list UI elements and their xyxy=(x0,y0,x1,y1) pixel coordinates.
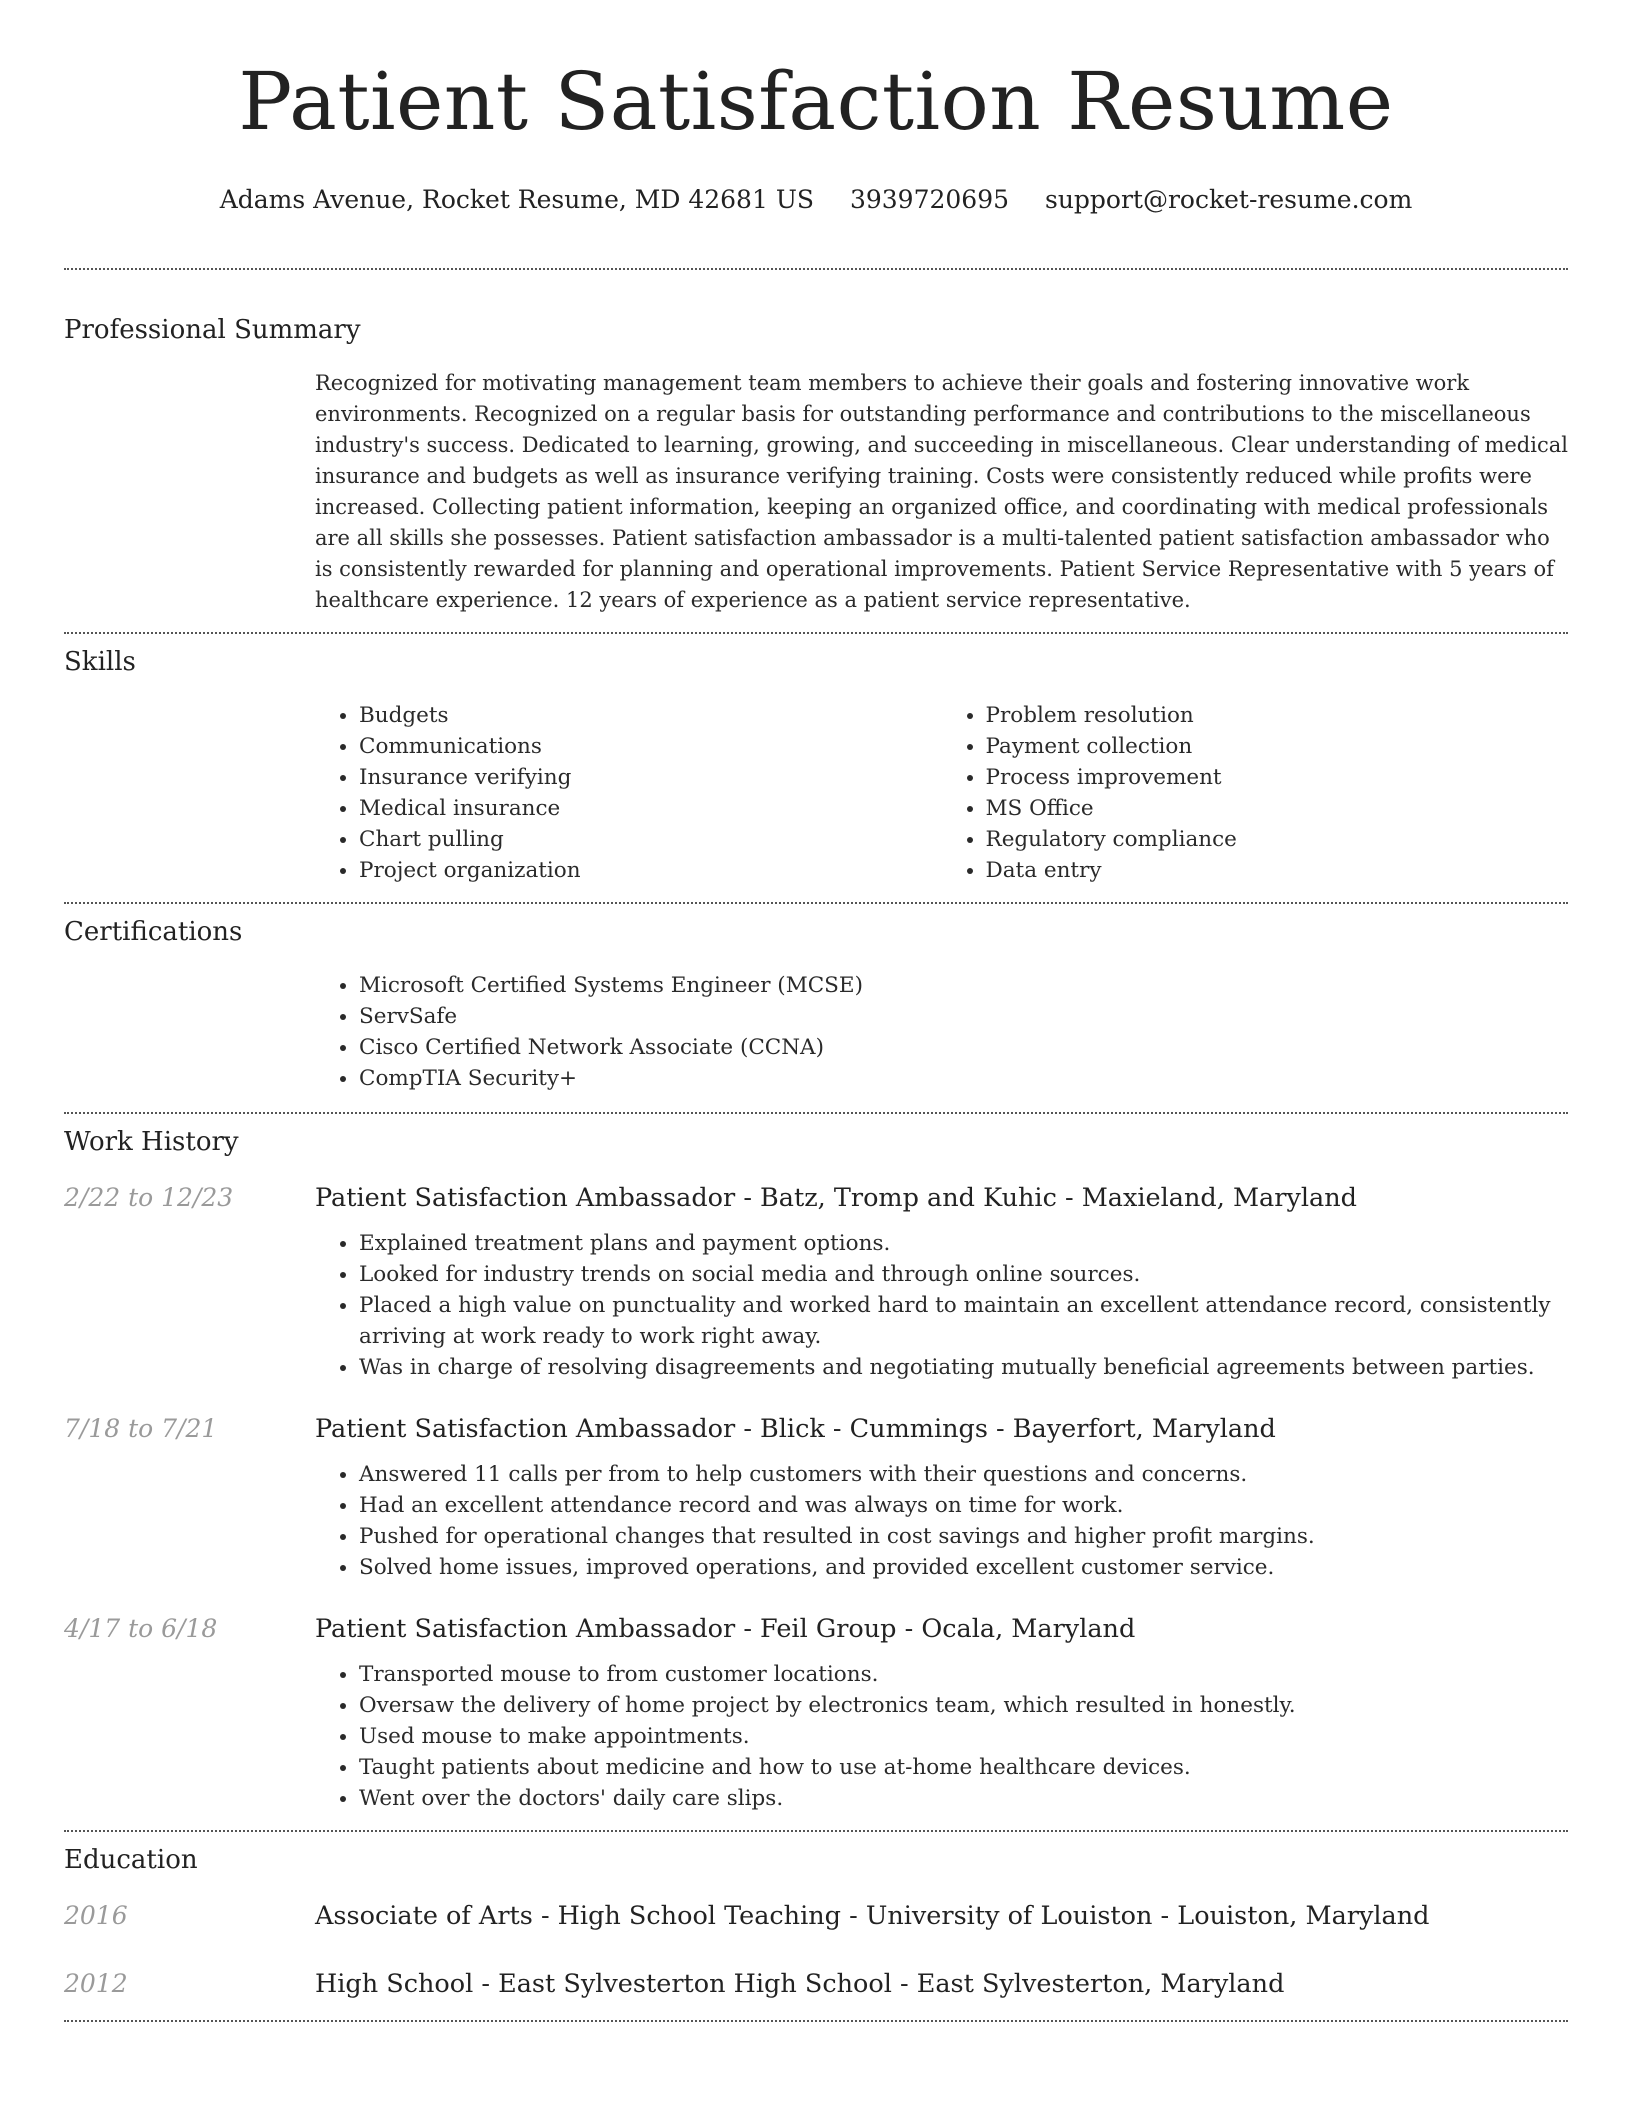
skill-item: • Process improvement xyxy=(986,762,1569,793)
certifications-list-wrap xyxy=(315,970,1568,1094)
job-header xyxy=(64,1611,1568,1647)
contact-address: Adams Avenue, Rocket Resume, MD 42681 US xyxy=(219,185,815,214)
section-divider xyxy=(64,1112,1568,1114)
summary-text: Recognized for motivating management team members to achieve their goals and fostering innovative work environments. Recognized on a regular basis for outstanding performance and contributions to the miscellaneous industry's success. Dedicated to learning, growing, and succeeding in miscellaneous. Clear understanding of medical insurance and budgets as well as insurance verifying training. Costs were consistently reduced while profits were increased. Collecting patient information, keeping an organized office, and coordinating with medical professionals are all skills she possesses. Patient satisfaction ambassador is a multi-talented patient satisfaction ambassador who is consistently rewarded for planning and operational improvements. Patient Service Representative with 5 years of healthcare experience. 12 years of experience as a patient service representative. xyxy=(315,371,1568,612)
job-bullet: • Taught patients about medicine and how to use at-home healthcare devices. xyxy=(359,1752,1568,1783)
education-section xyxy=(64,1842,1568,2002)
job-bullets-wrap xyxy=(315,1659,1568,1814)
job-bullet: • Explained treatment plans and payment options. xyxy=(359,1228,1568,1259)
work-history-section xyxy=(64,1124,1568,1814)
skills-title: Skills xyxy=(64,647,136,677)
skill-item: • Regulatory compliance xyxy=(986,824,1569,855)
contact-email: support@rocket-resume.com xyxy=(1044,185,1413,214)
skill-item: • Problem resolution xyxy=(986,700,1569,731)
job-bullet: • Was in charge of resolving disagreements and negotiating mutually beneficial agreements between parties. xyxy=(359,1352,1568,1383)
job-date: 2/22 to 12/23 xyxy=(64,1183,234,1212)
job-header xyxy=(64,1411,1568,1447)
job-bullets-wrap xyxy=(315,1459,1568,1583)
skills-list-left xyxy=(315,700,942,886)
skill-item: • Insurance verifying xyxy=(359,762,942,793)
education-year: 2012 xyxy=(64,1969,128,1998)
certification-item: • CompTIA Security+ xyxy=(359,1063,1568,1094)
job-entry xyxy=(64,1611,1568,1814)
education-title: Education xyxy=(64,1845,198,1875)
education-entry xyxy=(64,1966,1568,2002)
education-detail: High School - East Sylvesterton High School - East Sylvesterton, Maryland xyxy=(315,1969,1285,1999)
skill-item: • Data entry xyxy=(986,855,1569,886)
certification-item: • Microsoft Certified Systems Engineer (MCSE) xyxy=(359,970,1568,1001)
job-bullet: • Had an excellent attendance record and was always on time for work. xyxy=(359,1490,1568,1521)
job-bullet: • Answered 11 calls per from to help customers with their questions and concerns. xyxy=(359,1459,1568,1490)
skill-item: • Payment collection xyxy=(986,731,1569,762)
job-bullet: • Went over the doctors' daily care slips. xyxy=(359,1783,1568,1814)
job-bullets xyxy=(315,1659,1568,1814)
certifications-section xyxy=(64,914,1568,1094)
section-divider xyxy=(64,268,1568,270)
job-bullet: • Transported mouse to from customer locations. xyxy=(359,1659,1568,1690)
job-bullet: • Solved home issues, improved operations, and provided excellent customer service. xyxy=(359,1552,1568,1583)
job-bullet: • Looked for industry trends on social media and through online sources. xyxy=(359,1259,1568,1290)
job-entry xyxy=(64,1180,1568,1383)
job-title: Patient Satisfaction Ambassador - Blick - Cummings - Bayerfort, Maryland xyxy=(315,1414,1276,1444)
skill-item: • Project organization xyxy=(359,855,942,886)
section-divider xyxy=(64,2020,1568,2022)
certifications-list xyxy=(315,970,1568,1094)
job-title: Patient Satisfaction Ambassador - Batz, Tromp and Kuhic - Maxieland, Maryland xyxy=(315,1183,1357,1213)
job-bullet: • Used mouse to make appointments. xyxy=(359,1721,1568,1752)
section-divider xyxy=(64,1830,1568,1832)
job-date: 4/17 to 6/18 xyxy=(64,1614,218,1643)
job-bullets xyxy=(315,1228,1568,1383)
job-bullet: • Oversaw the delivery of home project by electronics team, which resulted in honestly. xyxy=(359,1690,1568,1721)
certification-item: • ServSafe xyxy=(359,1001,1568,1032)
skill-item: • Communications xyxy=(359,731,942,762)
skill-item: • Budgets xyxy=(359,700,942,731)
resume-name: Patient Satisfaction Resume xyxy=(238,55,1394,148)
section-divider xyxy=(64,632,1568,634)
job-bullets xyxy=(315,1459,1568,1583)
job-bullet: • Pushed for operational changes that resulted in cost savings and higher profit margins. xyxy=(359,1521,1568,1552)
skill-item: • Medical insurance xyxy=(359,793,942,824)
work-history-title: Work History xyxy=(64,1127,239,1157)
contact-phone: 3939720695 xyxy=(849,185,1010,214)
certification-item: • Cisco Certified Network Associate (CCNA) xyxy=(359,1032,1568,1063)
section-divider xyxy=(64,902,1568,904)
education-year: 2016 xyxy=(64,1901,128,1930)
summary-section xyxy=(64,312,1568,616)
job-title: Patient Satisfaction Ambassador - Feil Group - Ocala, Maryland xyxy=(315,1614,1136,1644)
job-bullets-wrap xyxy=(315,1228,1568,1383)
job-header xyxy=(64,1180,1568,1216)
job-entry xyxy=(64,1411,1568,1583)
skills-columns xyxy=(315,700,1568,886)
skill-item: • MS Office xyxy=(986,793,1569,824)
job-bullet: • Placed a high value on punctuality and worked hard to maintain an excellent attendance record, consistently arriving at work ready to work right away. xyxy=(359,1290,1568,1352)
summary-title: Professional Summary xyxy=(64,315,361,345)
skills-list-right xyxy=(942,700,1569,886)
skill-item: • Chart pulling xyxy=(359,824,942,855)
education-detail: Associate of Arts - High School Teaching - University of Louiston - Louiston, Maryland xyxy=(315,1901,1430,1931)
education-entry xyxy=(64,1898,1568,1934)
certifications-title: Certifications xyxy=(64,917,243,947)
skills-section xyxy=(64,644,1568,886)
contact-line xyxy=(64,182,1568,218)
job-date: 7/18 to 7/21 xyxy=(64,1414,218,1443)
